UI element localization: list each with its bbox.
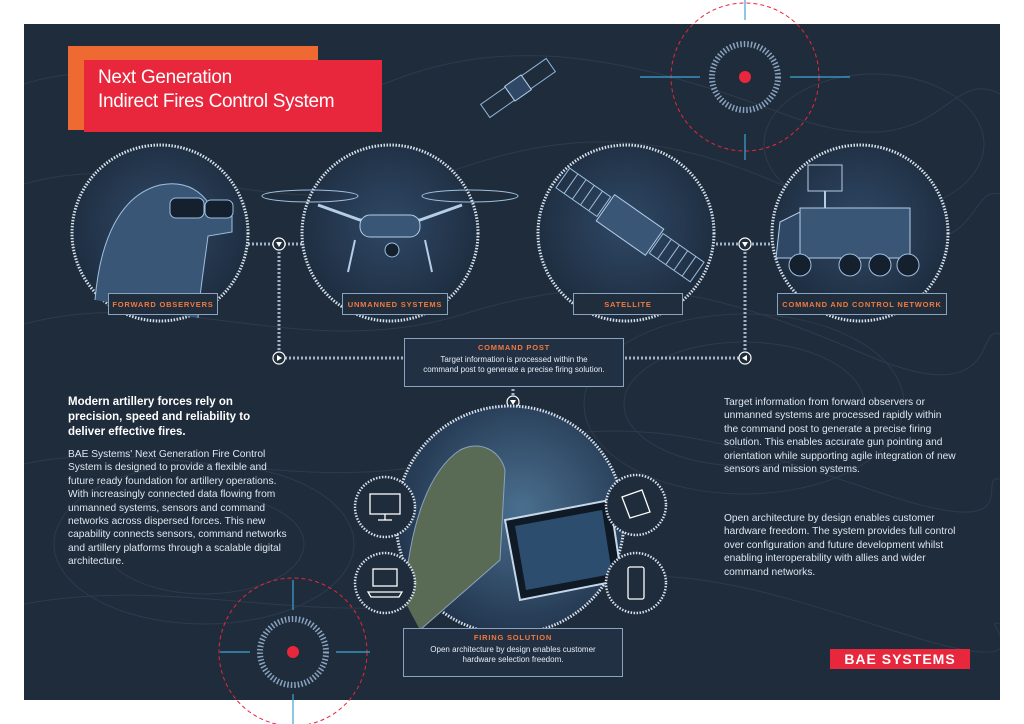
- label-unmanned-systems: UNMANNED SYSTEMS: [342, 293, 448, 315]
- title-line-1: Next Generation: [98, 67, 232, 88]
- command-post-line-2: command post to generate a precise firing solution.: [423, 365, 605, 374]
- satellite-illustration: [480, 58, 556, 119]
- play-arrow-icon: [739, 352, 751, 364]
- lead-text: Modern artillery forces rely on precision, speed and reliability to deliver effective fires.: [68, 396, 251, 438]
- laptop-icon: [355, 553, 415, 613]
- play-arrow-icon: [273, 238, 285, 250]
- soldier-tablet-illustration: [396, 406, 624, 634]
- firing-solution-line-1: Open architecture by design enables customer: [430, 645, 596, 654]
- firing-solution-line-2: hardware selection freedom.: [462, 655, 564, 664]
- monitor-icon: [355, 477, 415, 537]
- firing-solution-title: FIRING SOLUTION: [473, 633, 553, 642]
- tablet-icon: [606, 475, 666, 535]
- command-post-title: COMMAND POST: [477, 343, 551, 352]
- label-satellite: SATELLITE: [573, 293, 683, 315]
- play-arrow-icon: [739, 238, 751, 250]
- label-command-control: COMMAND AND CONTROL NETWORK: [777, 293, 947, 315]
- command-post-line-1: Target information is processed within the: [440, 355, 588, 364]
- bae-systems-logo: BAE SYSTEMS: [830, 649, 970, 669]
- label-forward-observers: FORWARD OBSERVERS: [108, 293, 218, 315]
- page-title: [98, 66, 334, 114]
- right-paragraph-2: Open architecture by design enables customer hardware freedom. The system provides full control over configuration and future development whilst enabling interoperability with allies and wider command networks.: [724, 513, 956, 578]
- left-body-text: BAE Systems' Next Generation Fire Control System is designed to provide a flexible and future ready foundation for artillery operations. With increasingly connected data flowing from unmanned systems, sensors and command networks across dispersed forces. This new capability connects sensors, command networks and artillery platforms through a scalable digital architecture.: [68, 449, 287, 568]
- firing-solution-box: [403, 628, 623, 677]
- crosshair-reticle-icon: [640, 0, 850, 160]
- title-line-2: Indirect Fires Control System: [98, 91, 335, 112]
- play-arrow-icon: [273, 352, 285, 364]
- phone-icon: [606, 553, 666, 613]
- command-post-box: [404, 338, 624, 387]
- crosshair-reticle-icon: [219, 578, 370, 724]
- right-paragraph-1: Target information from forward observers or unmanned systems are processed rapidly within the command post to generate a precise firing solution. This enables accurate gun pointing and orientation while supporting agile integration of new sensors and mission systems.: [724, 397, 956, 476]
